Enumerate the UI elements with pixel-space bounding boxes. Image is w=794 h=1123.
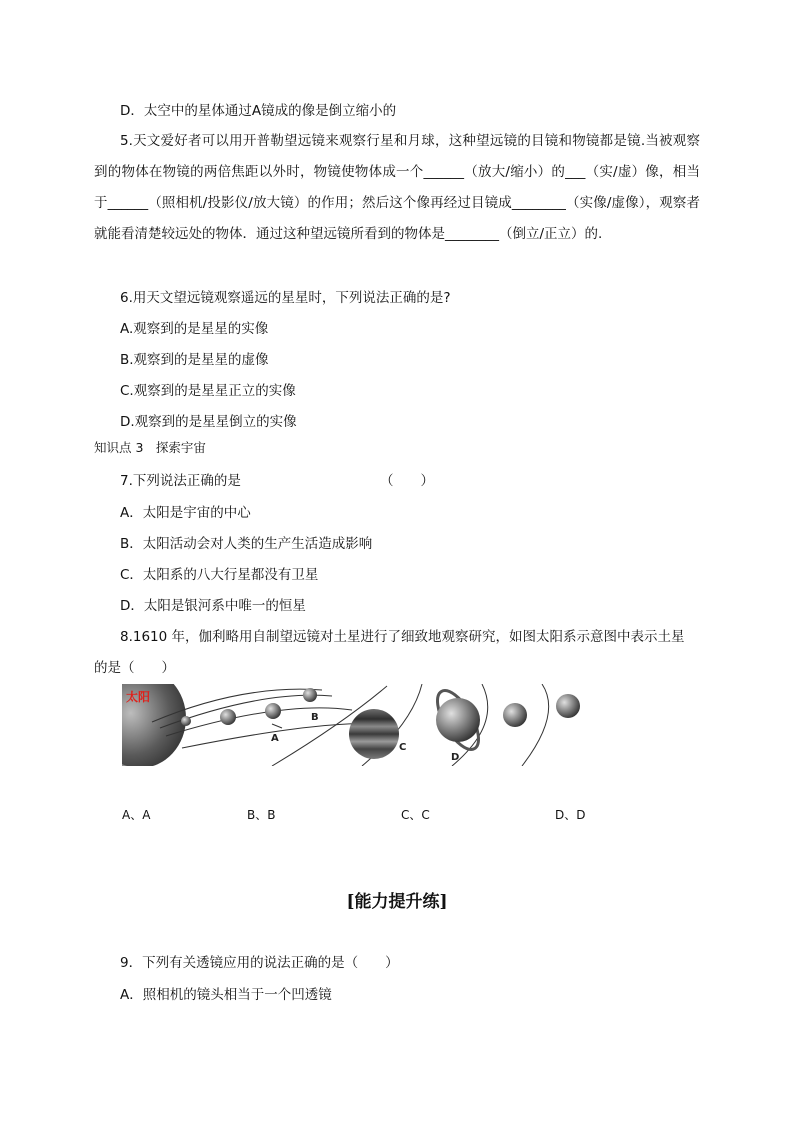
sun-label: 太阳 (126, 690, 151, 704)
q6-stem: 6.用天文望远镜观察遥远的星星时，下列说法正确的是? (120, 290, 451, 306)
planet-mercury (181, 716, 191, 726)
q6-option-b: B.观察到的是星星的虚像 (120, 352, 269, 368)
q9-stem: 9．下列有关透镜应用的说法正确的是（ ） (120, 955, 399, 971)
planet-earth (265, 703, 281, 719)
q7-option-d: D．太阳是银河系中唯一的恒星 (120, 598, 306, 614)
planet-neptune (556, 694, 580, 718)
planet-mars (303, 688, 317, 702)
q8-option-b: B、B (247, 808, 276, 822)
q6-option-d: D.观察到的是星星倒立的实像 (120, 414, 297, 430)
planet-jupiter (349, 709, 399, 759)
figure-label-c: C (399, 742, 407, 753)
q8-option-a: A、A (122, 808, 151, 822)
q8-option-d: D、D (555, 808, 586, 822)
q5-text: 5.天文爱好者可以用开普勒望远镜来观察行星和月球，这种望远镜的目镜和物镜都是镜.当被观察到的物体在物镜的两倍焦距以外时，物镜使物体成一个______（放大/缩小）的___（实/虚）像，相当于______（照相机/投影仪/放大镜）的作用；然后这个像再经过目镜成________（实像/虚像），观察者就能看清楚较远处的物体．通过这种望远镜所看到的物体是________（倒立/正立）的. (94, 133, 700, 242)
q7-answer-paren: （ ） (380, 473, 434, 489)
q9-option-a: A．照相机的镜头相当于一个凹透镜 (120, 987, 332, 1003)
figure-label-a: A (271, 733, 279, 744)
q6-option-a: A.观察到的是星星的实像 (120, 321, 269, 337)
q7-stem: 7.下列说法正确的是 (120, 473, 241, 489)
q5-paragraph (94, 126, 700, 250)
planet-venus (220, 709, 236, 725)
q8-stem-line1: 8.1610 年，伽利略用自制望远镜对土星进行了细致地观察研究，如图太阳系示意图中表示土星 (120, 629, 685, 645)
q8-stem-line2: 的是（ ） (94, 660, 175, 676)
figure-label-d: D (451, 752, 460, 763)
q7-option-c: C．太阳系的八大行星都没有卫星 (120, 567, 319, 583)
q4-option-d: D．太空中的星体通过A镜成的像是倒立缩小的 (120, 103, 397, 119)
planet-saturn (436, 698, 480, 742)
q8-option-c: C、C (401, 808, 430, 822)
planet-uranus (503, 703, 527, 727)
figure-label-b: B (311, 712, 319, 723)
q6-option-c: C.观察到的是星星正立的实像 (120, 383, 296, 399)
q7-option-b: B．太阳活动会对人类的生产生活造成影响 (120, 536, 373, 552)
q7-option-a: A．太阳是宇宙的中心 (120, 505, 251, 521)
knowledge-point-3-heading: 知识点 3 探索宇宙 (94, 440, 206, 455)
section-title: [能力提升练] (346, 892, 448, 912)
solar-system-figure (122, 684, 585, 766)
